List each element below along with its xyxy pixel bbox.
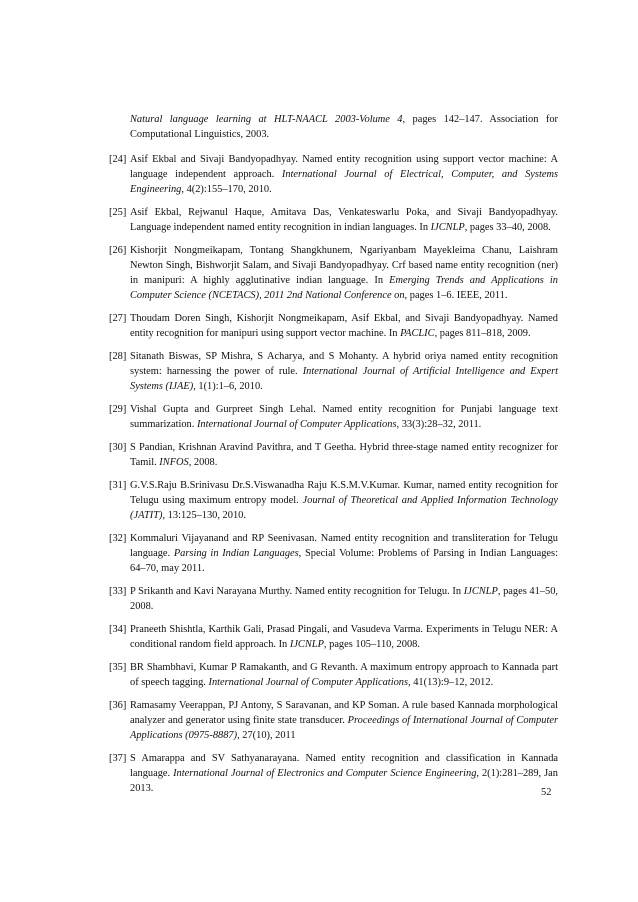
reference-venue: International Journal of Computer Applications (208, 677, 409, 688)
reference-venue: Journal of Theoretical and Applied Information Technology (JATIT) (130, 495, 558, 521)
reference-entry (109, 622, 558, 652)
reference-venue: International Journal of Electronics and Computer Science Engineering (173, 768, 477, 779)
reference-text (130, 112, 558, 142)
reference-text (130, 402, 558, 432)
reference-segment: S Pandian, Krishnan Aravind Pavithra, and T Geetha. Hybrid three-stage named entity recognizer for Tamil. (130, 442, 558, 468)
reference-segment: Asif Ekbal and Sivaji Bandyopadhyay. Named entity recognition using support vector machine: A language independent approach. (130, 154, 558, 180)
reference-number: [35] (109, 662, 127, 673)
reference-text (130, 584, 558, 614)
reference-entry (109, 243, 558, 303)
reference-text (130, 349, 558, 394)
reference-entry (109, 311, 558, 341)
reference-segment: , 2008. (188, 457, 218, 468)
reference-venue: International Journal of Computer Applications (196, 419, 397, 430)
reference-text (130, 698, 558, 743)
reference-segment: Vishal Gupta and Gurpreet Singh Lehal. Named entity recognition for Punjabi language text summarization. (130, 404, 558, 430)
reference-segment: , Special Volume: Problems of Parsing in Indian Languages: 64–70, may 2011. (130, 548, 558, 574)
reference-venue: IJCNLP (463, 586, 498, 597)
reference-list (109, 112, 558, 804)
reference-text (130, 660, 558, 690)
reference-segment: G.V.S.Raju B.Srinivasu Dr.S.Viswanadha Raju K.S.M.V.Kumar. Kumar, named entity recognition for Telugu using maximum entropy model. (130, 480, 558, 506)
reference-segment: Ramasamy Veerappan, PJ Antony, S Saravanan, and KP Soman. A rule based Kannada morphological analyzer and generator using finite state transducer. (130, 700, 558, 726)
reference-text (130, 205, 558, 235)
reference-number: [31] (109, 480, 127, 491)
reference-entry (109, 349, 558, 394)
reference-venue: Parsing in Indian Languages (173, 548, 299, 559)
reference-segment: , 27(10), 2011 (237, 730, 296, 741)
reference-segment: , pages 811–818, 2009. (434, 328, 531, 339)
reference-text (130, 478, 558, 523)
reference-text (130, 152, 558, 197)
reference-text (130, 311, 558, 341)
reference-entry (109, 152, 558, 197)
reference-number: [27] (109, 313, 127, 324)
reference-number: [26] (109, 245, 127, 256)
reference-entry (109, 660, 558, 690)
reference-venue: IJCNLP (430, 222, 465, 233)
reference-text (130, 440, 558, 470)
reference-segment: , 4(2):155–170, 2010. (181, 184, 272, 195)
reference-segment: , pages 142–147. Association for Computational Linguistics, 2003. (130, 114, 558, 140)
reference-entry (109, 402, 558, 432)
reference-entry (109, 698, 558, 743)
reference-entry (109, 584, 558, 614)
page-number: 52 (541, 787, 552, 798)
reference-entry (109, 751, 558, 796)
reference-venue: IJCNLP (289, 639, 324, 650)
reference-segment: BR Shambhavi, Kumar P Ramakanth, and G Revanth. A maximum entropy approach to Kannada part of speech tagging. (130, 662, 558, 688)
reference-number: [25] (109, 207, 127, 218)
reference-text (130, 243, 558, 303)
reference-segment: Sitanath Biswas, SP Mishra, S Acharya, and S Mohanty. A hybrid oriya named entity recognition system: harnessing the power of rule. (130, 351, 558, 377)
reference-segment: Praneeth Shishtla, Karthik Gali, Prasad Pingali, and Vasudeva Varma. Experiments in Telugu NER: A conditional random field approach. In (130, 624, 558, 650)
reference-segment: Kommaluri Vijayanand and RP Seenivasan. Named entity recognition and transliteration for Telugu language. (130, 533, 558, 559)
reference-venue: International Journal of Artificial Intelligence and Expert Systems (IJAE) (130, 366, 559, 392)
reference-venue: International Journal of Electrical, Computer, and Systems Engineering (130, 169, 558, 195)
reference-entry (109, 205, 558, 235)
reference-segment: , 33(3):28–32, 2011. (396, 419, 482, 430)
reference-number: [33] (109, 586, 127, 597)
reference-segment: Kishorjit Nongmeikapam, Tontang Shangkhunem, Ngariyanbam Mayekleima Chanu, Laishram Newton Singh, Bishworjit Salam, and Sivaji Bandyopadhyay. Crf based name entity recognition (ner) in manipuri: A highly agglutinative indian language. In (130, 245, 558, 286)
reference-segment: , 1(1):1–6, 2010. (193, 381, 263, 392)
reference-segment: , 13:125–130, 2010. (162, 510, 246, 521)
reference-entry (109, 440, 558, 470)
reference-number: [29] (109, 404, 127, 415)
reference-number: [32] (109, 533, 127, 544)
reference-venue: INFOS (159, 457, 189, 468)
reference-entry (109, 531, 558, 576)
reference-continuation (109, 112, 558, 142)
reference-segment: , pages 33–40, 2008. (464, 222, 551, 233)
reference-number: [34] (109, 624, 127, 635)
reference-number: [37] (109, 753, 127, 764)
reference-entry (109, 478, 558, 523)
reference-number: [30] (109, 442, 127, 453)
reference-venue: Emerging Trends and Applications in Computer Science (NCETACS), 2011 2nd National Conference on (130, 275, 558, 301)
reference-number: [24] (109, 154, 127, 165)
reference-segment: , pages 41–50, 2008. (130, 586, 559, 612)
reference-segment: S Amarappa and SV Sathyanarayana. Named entity recognition and classification in Kannada language. (130, 753, 558, 779)
reference-number: [28] (109, 351, 127, 362)
reference-venue: Proceedings of International Journal of Computer Applications (0975-8887) (130, 715, 558, 741)
reference-text (130, 531, 558, 576)
reference-segment: Asif Ekbal, Rejwanul Haque, Amitava Das, Venkateswarlu Poka, and Sivaji Bandyopadhyay. Language independent named entity recognition in indian languages. In (130, 207, 558, 233)
reference-segment: , pages 105–110, 2008. (323, 639, 420, 650)
reference-text (130, 622, 558, 652)
reference-venue: Natural language learning at HLT-NAACL 2003-Volume 4 (130, 114, 403, 125)
reference-venue: PACLIC (400, 328, 435, 339)
reference-segment: Thoudam Doren Singh, Kishorjit Nongmeikapam, Asif Ekbal, and Sivaji Bandyopadhyay. Named entity recognition for manipuri using support vector machine. In (130, 313, 558, 339)
reference-segment: , 41(13):9–12, 2012. (408, 677, 494, 688)
reference-number: [36] (109, 700, 127, 711)
reference-text (130, 751, 558, 796)
reference-segment: , 2(1):281–289, Jan 2013. (130, 768, 558, 794)
reference-segment: P Srikanth and Kavi Narayana Murthy. Named entity recognition for Telugu. In (130, 586, 464, 597)
reference-segment: , pages 1–6. IEEE, 2011. (404, 290, 508, 301)
